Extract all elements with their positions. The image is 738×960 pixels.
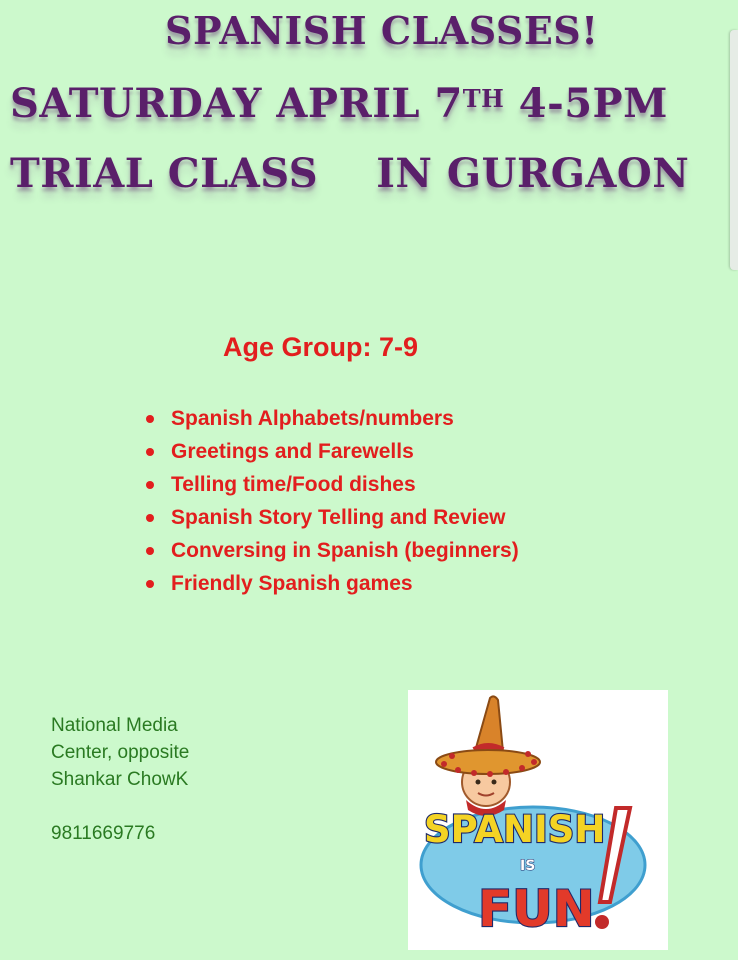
logo-word-is: IS	[520, 858, 536, 874]
bullet-icon	[146, 580, 154, 588]
date-suffix: TH	[462, 84, 505, 113]
list-item: Friendly Spanish games	[146, 570, 519, 603]
logo-word-spanish: SPANISH	[424, 808, 606, 851]
address-line: Shankar ChowK	[51, 769, 189, 790]
list-item: Greetings and Farewells	[146, 438, 519, 471]
bullet-icon	[146, 481, 154, 489]
trial-location-line	[10, 150, 689, 197]
list-item: Spanish Story Telling and Review	[146, 504, 519, 537]
bullet-icon	[146, 514, 154, 522]
date-time-line	[10, 80, 668, 127]
list-item: Spanish Alphabets/numbers	[146, 405, 519, 438]
venue-address	[51, 712, 189, 793]
address-line: Center, opposite	[51, 742, 190, 763]
bullet-icon	[146, 448, 154, 456]
scrollbar-edge[interactable]	[730, 30, 738, 270]
logo-word-fun: FUN	[478, 880, 595, 938]
list-item: Telling time/Food dishes	[146, 471, 519, 504]
trial-class-text: TRIAL CLASS	[10, 150, 319, 197]
bullet-icon	[146, 415, 154, 423]
list-item: Conversing in Spanish (beginners)	[146, 537, 519, 570]
bullet-icon	[146, 547, 154, 555]
sombrero-icon	[436, 696, 540, 777]
phone-number: 9811669776	[51, 823, 156, 844]
flyer-title: SPANISH CLASSES!	[165, 8, 599, 53]
address-line: National Media	[51, 715, 178, 736]
spanish-is-fun-logo	[408, 690, 668, 950]
date-text: SATURDAY APRIL 7	[10, 80, 463, 127]
location-text: IN GURGAON	[376, 150, 690, 197]
time-text: 4-5PM	[504, 80, 668, 127]
topic-list	[146, 405, 519, 603]
age-group: Age Group: 7-9	[223, 332, 419, 362]
